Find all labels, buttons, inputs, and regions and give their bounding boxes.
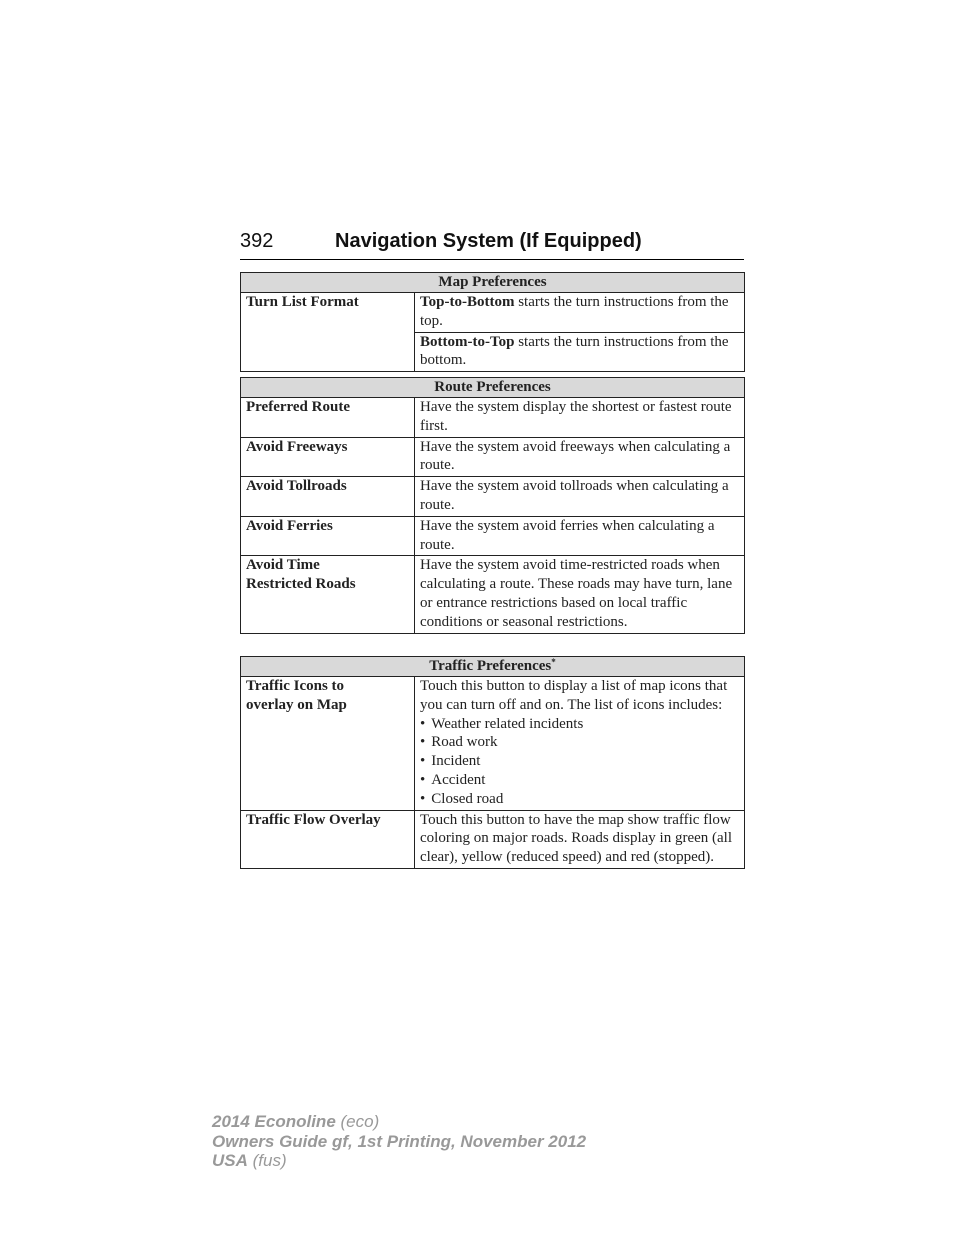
list-item: • Weather related incidents (420, 715, 739, 734)
footer-model-code: (eco) (335, 1112, 380, 1131)
traffic-preferences-heading-row (241, 657, 745, 677)
route-preferences-table (240, 377, 745, 634)
label-line: overlay on Map (246, 696, 347, 713)
traffic-preferences-heading (241, 657, 745, 677)
label-line: Restricted Roads (246, 576, 356, 593)
bottom-to-top-text: starts the turn instructions from the bottom. (420, 333, 729, 369)
avoid-tollroads-label: Avoid Tollroads (241, 477, 415, 517)
footer-line (212, 1151, 586, 1171)
traffic-icons-list (420, 715, 739, 809)
table-row (241, 398, 745, 438)
avoid-freeways-label: Avoid Freeways (241, 437, 415, 477)
traffic-flow-overlay-label: Traffic Flow Overlay (241, 810, 415, 868)
avoid-time-restricted-roads-description: Have the system avoid time-restricted roads when calculating a route. These roads may have turn, lane or entrance restrictions based on local traffic conditions or seasonal restrictions. (415, 556, 745, 633)
map-preferences-heading: Map Preferences (241, 273, 745, 293)
footer-market: USA (212, 1151, 248, 1170)
route-preferences-heading: Route Preferences (241, 378, 745, 398)
traffic-icons-text: Touch this button to display a list of map icons that you can turn off and on. The list of icons includes: (420, 678, 728, 713)
label-line: Avoid Time (246, 557, 320, 574)
traffic-preferences-table (240, 656, 745, 869)
table-row (241, 677, 745, 811)
top-to-bottom-description (415, 293, 745, 333)
traffic-flow-overlay-description: Touch this button to have the map show traffic flow coloring on major roads. Roads display in green (all clear), yellow (reduced speed) and red (stopped). (415, 810, 745, 868)
avoid-tollroads-description: Have the system avoid tollroads when calculating a route. (415, 477, 745, 517)
avoid-time-restricted-roads-label (241, 556, 415, 633)
footer-model: 2014 Econoline (212, 1112, 336, 1131)
route-preferences-heading-row (241, 378, 745, 398)
footnote-asterisk: * (551, 657, 556, 667)
traffic-icons-label (241, 677, 415, 811)
top-to-bottom-option: Top-to-Bottom (420, 294, 515, 310)
page-title: Navigation System (If Equipped) (335, 230, 642, 252)
list-item: • Incident (420, 752, 739, 771)
avoid-ferries-description: Have the system avoid ferries when calculating a route. (415, 516, 745, 556)
footer-market-code: (fus) (247, 1151, 287, 1170)
footer-line (212, 1112, 586, 1132)
bottom-to-top-option: Bottom-to-Top (420, 333, 515, 350)
map-preferences-heading-row (241, 273, 745, 293)
map-preferences-table (240, 272, 745, 372)
table-row (241, 437, 745, 477)
list-item: • Road work (420, 733, 739, 752)
table-row (241, 556, 745, 633)
top-to-bottom-text: starts the turn instructions from the top. (420, 294, 729, 329)
page-footer (212, 1112, 586, 1171)
list-item: • Closed road (420, 790, 739, 809)
avoid-ferries-label: Avoid Ferries (241, 516, 415, 556)
list-item: • Accident (420, 771, 739, 790)
traffic-icons-description (415, 677, 745, 811)
bottom-to-top-description (415, 332, 745, 372)
page-header (240, 229, 744, 260)
table-row (241, 293, 745, 333)
table-row (241, 810, 745, 868)
label-line: Traffic Icons to (246, 678, 345, 694)
table-row (241, 477, 745, 517)
preferred-route-description: Have the system display the shortest or fastest route first. (415, 398, 745, 438)
avoid-freeways-description: Have the system avoid freeways when calculating a route. (415, 437, 745, 477)
traffic-preferences-heading-text: Traffic Preferences (429, 658, 552, 674)
preferred-route-label: Preferred Route (241, 398, 415, 438)
footer-printing: Owners Guide gf, 1st Printing, November 2012 (212, 1131, 587, 1151)
table-row (241, 516, 745, 556)
page-number: 392 (240, 230, 274, 252)
turn-list-format-label: Turn List Format (241, 293, 415, 372)
